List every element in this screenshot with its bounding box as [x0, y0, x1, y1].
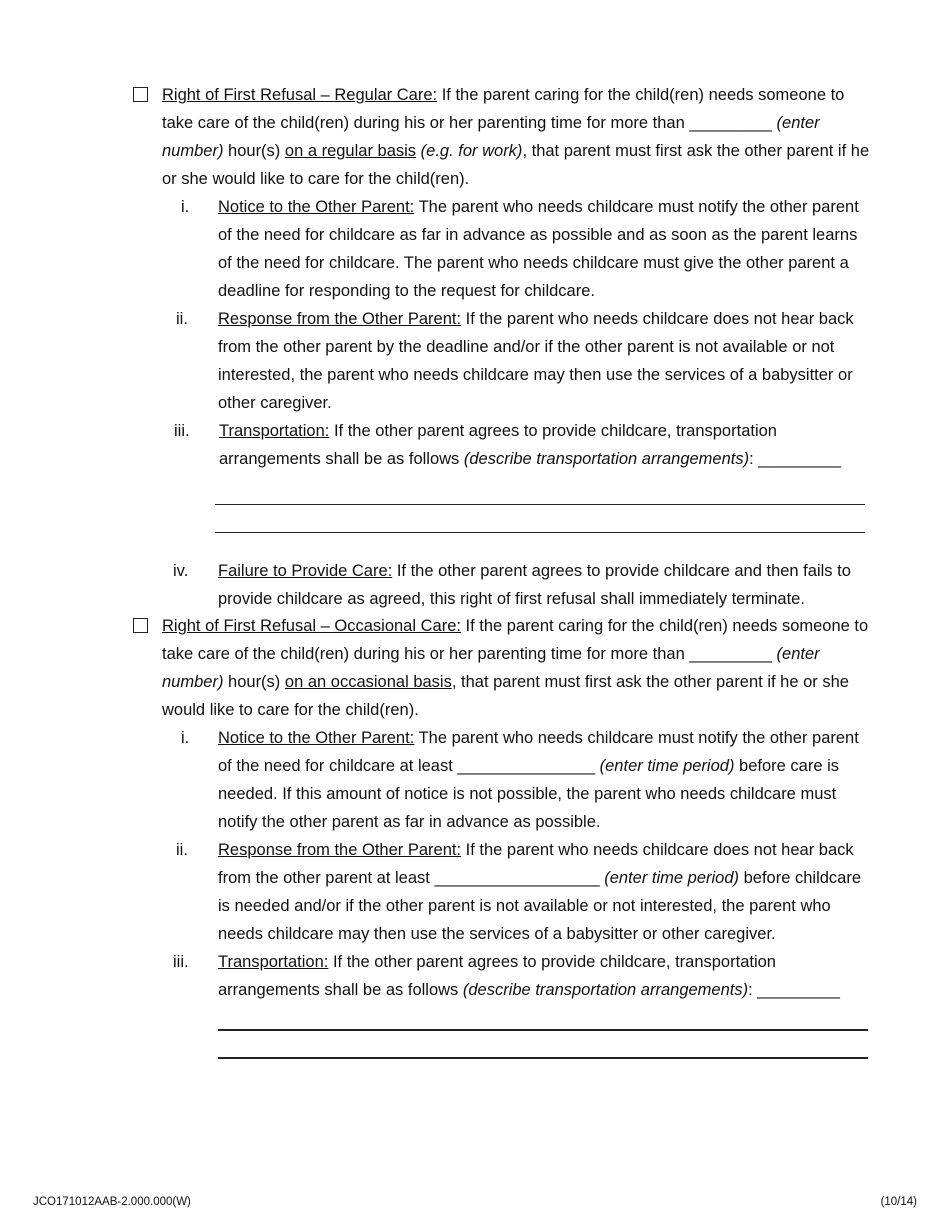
blank-line[interactable] [218, 1029, 868, 1031]
regular-care-checkbox[interactable] [133, 87, 148, 102]
section-regular-care [133, 81, 873, 613]
blank-line[interactable] [218, 1057, 868, 1059]
occasional-care-checkbox[interactable] [133, 618, 148, 633]
regular-care-intro: Right of First Refusal – Regular Care: If the parent caring for the child(ren) needs someone to take care of the child(ren) during his or her parenting time for more than _________ (enter number) hour(s) on a regular basis (e.g. for work), that parent must first ask the other parent if he or she would like to care for the child(ren). [162, 86, 870, 188]
occasional-care-intro: Right of First Refusal – Occasional Care: If the parent caring for the child(ren) needs someone to take care of the child(ren) during his or her parenting time for more than _________ (enter number) hour(s) on an occasional basis, that parent must first ask the other parent if he or she would like to care for the child(ren). [162, 617, 869, 719]
occasional-transportation-blanks [133, 1004, 873, 1074]
item-heading: Transportation: [218, 953, 329, 971]
item-number: ii. [176, 310, 188, 328]
regular-transportation-item: iii. Transportation: If the other parent agrees to provide childcare, transportation arrangements shall be as follows (describe transportation arrangements): _________ [219, 417, 873, 473]
page-number: (10/14) [880, 1196, 917, 1208]
item-number: i. [181, 729, 190, 747]
blank-line[interactable] [215, 504, 865, 505]
occasional-care-heading: Right of First Refusal – Occasional Care: [162, 617, 461, 635]
form-id: JCO171012AAB-2.000.000(W) [33, 1196, 191, 1208]
item-number: iv. [173, 562, 189, 580]
item-heading: Notice to the Other Parent: [218, 198, 415, 216]
regular-transportation-blanks [133, 473, 873, 557]
item-heading: Response from the Other Parent: [218, 841, 462, 859]
item-number: i. [181, 198, 190, 216]
item-heading: Notice to the Other Parent: [218, 729, 415, 747]
regular-response-item: ii. Response from the Other Parent: If the parent who needs childcare does not hear back from the other parent by the deadline and/or if the other parent is not available or not interested, the parent who needs childcare may then use the services of a babysitter or other caregiver. [218, 305, 873, 417]
item-heading: Transportation: [219, 422, 330, 440]
item-number: iii. [174, 422, 190, 440]
item-heading: Response from the Other Parent: [218, 310, 462, 328]
item-number: iii. [173, 953, 189, 971]
occasional-transportation-item: iii. Transportation: If the other parent agrees to provide childcare, transportation arrangements shall be as follows (describe transportation arrangements): _________ [218, 948, 873, 1004]
regular-failure-item: iv. Failure to Provide Care: If the other parent agrees to provide childcare and then fails to provide childcare as agreed, this right of first refusal shall immediately terminate. [218, 557, 873, 613]
blank-line[interactable] [215, 532, 865, 533]
occasional-response-item: ii. Response from the Other Parent: If the parent who needs childcare does not hear back from the other parent at least __________________ (enter time period) before childcare is needed and/or if the other parent is not available or not interested, the parent who needs childcare may then use the services of a babysitter or other caregiver. [218, 836, 873, 948]
item-heading: Failure to Provide Care: [218, 562, 393, 580]
regular-care-heading: Right of First Refusal – Regular Care: [162, 86, 438, 104]
occasional-notice-item: i. Notice to the Other Parent: The parent who needs childcare must notify the other parent of the need for childcare at least _______________ (enter time period) before care is needed. If this amount of notice is not possible, the parent who needs childcare must notify the other parent as far in advance as possible. [218, 724, 873, 836]
regular-notice-item: i. Notice to the Other Parent: The parent who needs childcare must notify the other parent of the need for childcare as far in advance as possible and as soon as the parent learns of the need for childcare. The parent who needs childcare must give the other parent a deadline for responding to the request for childcare. [218, 193, 873, 305]
item-number: ii. [176, 841, 188, 859]
section-occasional-care [133, 612, 873, 1074]
